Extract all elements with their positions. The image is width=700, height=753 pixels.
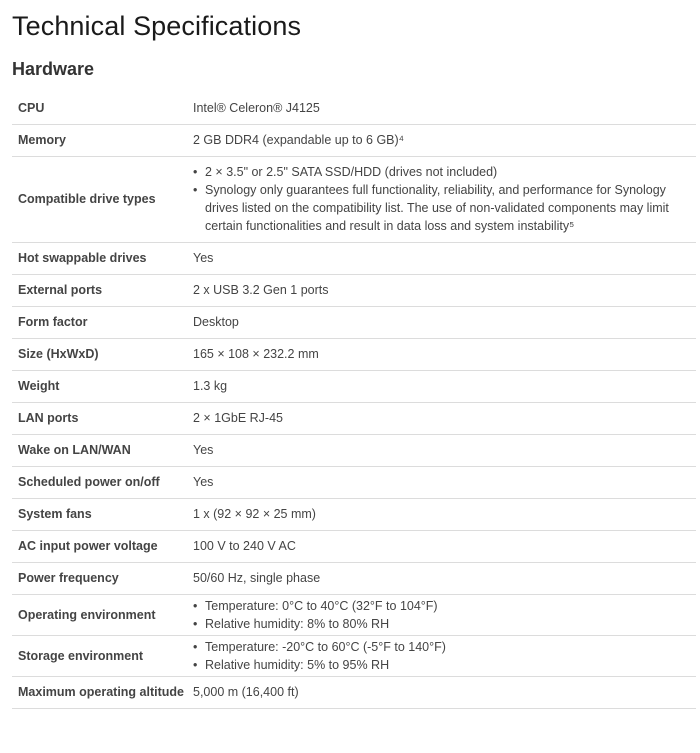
spec-value	[193, 402, 696, 434]
spec-value-text: Intel® Celeron® J4125	[193, 100, 320, 115]
spec-value	[193, 370, 696, 402]
spec-bullet-list	[193, 597, 696, 633]
spec-label: Maximum operating altitude	[18, 685, 184, 699]
spec-row-power-frequency	[12, 562, 696, 594]
spec-bullet-item: • Relative humidity: 5% to 95% RH	[193, 656, 696, 674]
spec-value	[193, 530, 696, 562]
spec-value-text: 2 x USB 3.2 Gen 1 ports	[193, 283, 329, 297]
spec-value-text: 100 V to 240 V AC	[193, 539, 296, 553]
spec-label: Scheduled power on/off	[18, 475, 160, 489]
spec-value-text: Desktop	[193, 315, 239, 329]
spec-row-compatible-drive-types	[12, 156, 696, 242]
spec-label: Size (HxWxD)	[18, 347, 99, 361]
spec-row-ac-input-voltage	[12, 530, 696, 562]
spec-value	[193, 562, 696, 594]
spec-value-text: 1.3 kg	[193, 379, 228, 393]
section-title-hardware: Hardware	[12, 59, 95, 79]
spec-label: Weight	[18, 379, 60, 393]
spec-value	[193, 594, 696, 635]
spec-row-max-altitude	[12, 676, 696, 708]
spec-label: Compatible drive types	[18, 192, 156, 206]
spec-value	[193, 242, 696, 274]
spec-label: Form factor	[18, 315, 88, 329]
spec-row-scheduled-power	[12, 466, 696, 498]
spec-bullet-list	[193, 163, 696, 235]
spec-label: CPU	[18, 100, 45, 115]
spec-bullet-item: • 2 × 3.5" or 2.5" SATA SSD/HDD (drives not included)	[193, 163, 696, 181]
spec-value-text: 5,000 m (16,400 ft)	[193, 685, 299, 699]
spec-label: External ports	[18, 283, 103, 297]
spec-label: Storage environment	[18, 648, 144, 663]
spec-value	[193, 274, 696, 306]
spec-row-weight	[12, 370, 696, 402]
hardware-spec-table	[12, 92, 696, 709]
spec-value-text: Yes	[193, 251, 214, 265]
spec-row-size	[12, 338, 696, 370]
spec-value-text: Yes	[193, 443, 214, 457]
spec-bullet-item: • Temperature: 0°C to 40°C (32°F to 104°F)	[193, 597, 696, 615]
spec-label: AC input power voltage	[18, 539, 158, 553]
spec-value	[193, 124, 696, 156]
spec-value	[193, 498, 696, 530]
spec-value	[193, 92, 696, 124]
spec-row-wake-on-lan	[12, 434, 696, 466]
spec-label: System fans	[18, 507, 92, 521]
spec-value	[193, 635, 696, 676]
spec-bullet-list	[193, 638, 696, 674]
spec-row-form-factor	[12, 306, 696, 338]
spec-label: Hot swappable drives	[18, 251, 147, 265]
spec-bullet-item: • Temperature: -20°C to 60°C (-5°F to 140°F)	[193, 638, 696, 656]
spec-value-text: Yes	[193, 475, 214, 489]
spec-row-hot-swappable-drives	[12, 242, 696, 274]
spec-label: Memory	[18, 133, 66, 147]
spec-value	[193, 156, 696, 242]
spec-row-lan-ports	[12, 402, 696, 434]
spec-bullet-item: • Synology only guarantees full functionality, reliability, and performance for Synology drives listed on the compatibility list. The use of non-validated components may limit certain functionalities and result in data loss and system instability⁵	[193, 181, 696, 235]
spec-bullet-item: • Relative humidity: 8% to 80% RH	[193, 615, 696, 633]
spec-label: LAN ports	[18, 411, 79, 425]
spec-value-text: 50/60 Hz, single phase	[193, 571, 321, 585]
spec-label: Operating environment	[18, 607, 156, 622]
spec-row-external-ports	[12, 274, 696, 306]
spec-row-system-fans	[12, 498, 696, 530]
spec-row-storage-environment	[12, 635, 696, 676]
spec-value	[193, 466, 696, 498]
spec-value	[193, 338, 696, 370]
spec-value	[193, 434, 696, 466]
spec-row-operating-environment	[12, 594, 696, 635]
spec-label: Power frequency	[18, 571, 119, 585]
spec-value-text: 165 × 108 × 232.2 mm	[193, 347, 319, 361]
spec-value-text: 1 x (92 × 92 × 25 mm)	[193, 507, 316, 521]
spec-value-text: 2 GB DDR4 (expandable up to 6 GB)⁴	[193, 133, 405, 147]
page-title: Technical Specifications	[12, 11, 302, 41]
spec-value	[193, 306, 696, 338]
spec-row-cpu	[12, 92, 696, 124]
spec-table-body	[12, 92, 696, 708]
spec-row-memory	[12, 124, 696, 156]
spec-label: Wake on LAN/WAN	[18, 443, 131, 457]
spec-value-text: 2 × 1GbE RJ-45	[193, 411, 283, 425]
spec-value	[193, 676, 696, 708]
